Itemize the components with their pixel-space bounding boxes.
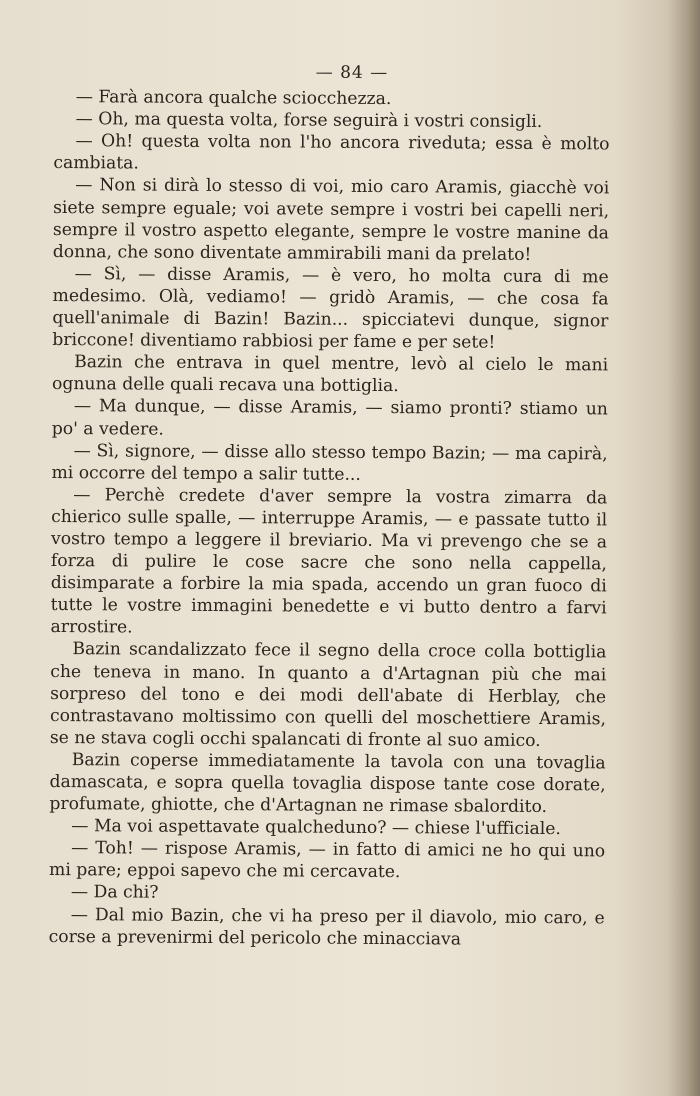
paragraph: — Oh! questa volta non l'ho ancora riveduta; essa è molto cambiata. xyxy=(53,131,610,174)
paragraph: Bazin coperse immediatamente la tavola con una tovaglia damascata, e sopra quella tovaglia dispose tante cose dorate, profumate, ghiotte, che d'Artagnan ne rimase sbalordito. xyxy=(49,750,606,818)
paragraph: Bazin scandalizzato fece il segno della croce colla bottiglia che teneva in mano. In quanto a d'Artagnan più che mai sorpreso del tono e dei modi dell'abate di Herblay, che contrastavano moltissimo con quelli del moschettiere Aramis, se ne stava cogli occhi spalancati di fronte al suo amico. xyxy=(49,639,607,751)
paragraph: — Non si dirà lo stesso di voi, mio caro Aramis, giacchè voi siete sempre eguale; voi avete sempre i vostri bei capelli neri, sempre il vostro aspetto elegante, sempre le vostre manine da donna, che sono diventate ammirabili mani da prelato! xyxy=(52,175,610,265)
paragraph: — Sì, — disse Aramis, — è vero, ho molta cura di me medesimo. Olà, vediamo! — gridò Aramis, — che cosa fa quell'animale di Bazin! Bazin... spicciatevi dunque, signor briccone! diventiamo rabbiosi per fame e per sete! xyxy=(52,263,609,353)
paragraph: — Farà ancora qualche sciocchezza. xyxy=(75,87,392,110)
page-text-block xyxy=(49,60,610,951)
paragraph: — Ma dunque, — disse Aramis, — siamo pronti? stiamo un po' a vedere. xyxy=(51,396,608,440)
paragraph: — Toh! — rispose Aramis, — in fatto di amici ne ho qui uno mi pare; eppoi sapevo che mi cercavate. xyxy=(48,838,606,883)
page-number: — 84 — xyxy=(315,62,389,84)
paragraph: — Da chi? xyxy=(70,882,159,904)
paragraph: Bazin che entrava in quel mentre, levò al cielo le mani ognuna delle quali recava una bottiglia. xyxy=(51,352,609,397)
paragraph: — Ma voi aspettavate qualcheduno? — chiese l'ufficiale. xyxy=(71,816,561,840)
paragraph: — Dal mio Bazin, che vi ha preso per il diavolo, mio caro, e corse a prevenirmi del pericolo che minacciava xyxy=(48,904,605,950)
paragraph: — Perchè credete d'aver sempre la vostra zimarra da chierico sulle spalle, — interruppe Aramis, — e passate tutto il vostro tempo a leggere il breviario. Ma vi prevengo che se a forza di pulire le cose sacre che sono nella cappella, disimparate a forbire la mia spada, accendo un gran fuoco di tutte le vostre immagini benedette e vi butto dentro a farvi arrostire. xyxy=(50,484,608,638)
page-spine-shadow xyxy=(666,0,700,1096)
paragraph: — Sì, signore, — disse allo stesso tempo Bazin; — ma capirà, mi occorre del tempo a salir tutte... xyxy=(51,440,608,485)
paragraph: — Oh, ma questa volta, forse seguirà i vostri consigli. xyxy=(75,109,543,133)
